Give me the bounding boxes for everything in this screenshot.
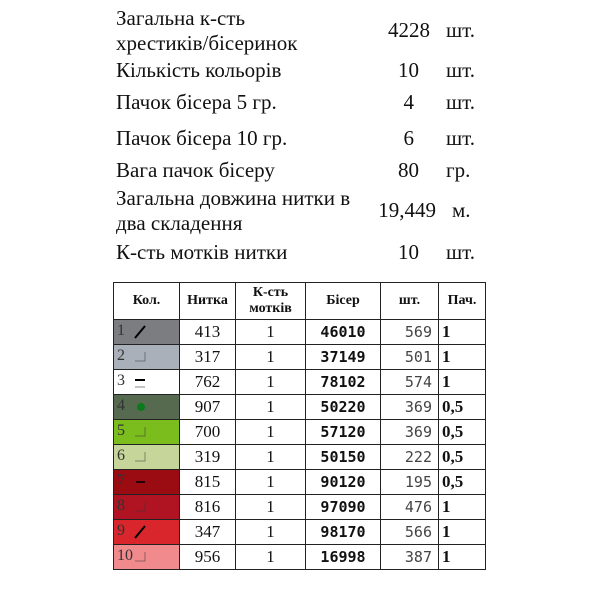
bead-quantity: 222 — [381, 445, 439, 470]
color-index: 3 — [117, 372, 125, 389]
table-row — [114, 445, 486, 470]
table-row — [114, 495, 486, 520]
summary-label: хрестиків/бісеринок — [116, 31, 298, 55]
table-row — [114, 395, 486, 420]
summary-label: Вага пачок бісеру — [116, 158, 275, 182]
color-swatch — [114, 495, 180, 520]
summary-value: 10 — [398, 240, 419, 264]
thread-code: 956 — [180, 545, 236, 570]
color-swatch — [114, 470, 180, 495]
bead-quantity: 369 — [381, 420, 439, 445]
header-skeins-line2: мотків — [249, 301, 292, 316]
skeins-count: 1 — [236, 470, 306, 495]
summary-label: два складення — [116, 211, 243, 235]
summary-unit: шт. — [446, 240, 476, 264]
thread-code: 347 — [180, 520, 236, 545]
bead-code: 37149 — [306, 345, 381, 370]
summary-value: 10 — [398, 58, 419, 82]
corner-symbol-icon — [132, 549, 148, 565]
bead-quantity: 574 — [381, 370, 439, 395]
summary-value: 80 — [398, 158, 419, 182]
bead-quantity: 569 — [381, 320, 439, 345]
bead-quantity: 566 — [381, 520, 439, 545]
skeins-count: 1 — [236, 545, 306, 570]
summary-value: 4228 — [388, 18, 430, 42]
summary-value: 19,449 — [378, 198, 436, 222]
color-index: 7 — [117, 472, 125, 489]
summary-unit: м. — [452, 198, 471, 222]
summary-value: 6 — [403, 126, 414, 150]
bead-code: 78102 — [306, 370, 381, 395]
corner-symbol-icon — [132, 349, 148, 365]
summary-label: Кількість кольорів — [116, 58, 282, 82]
color-swatch — [114, 420, 180, 445]
thread-code: 815 — [180, 470, 236, 495]
color-swatch — [114, 445, 180, 470]
color-index: 6 — [117, 447, 125, 464]
header-thread: Нитка — [180, 283, 236, 320]
bead-quantity: 387 — [381, 545, 439, 570]
color-index: 8 — [117, 497, 125, 514]
color-index: 1 — [117, 322, 125, 339]
color-index: 2 — [117, 347, 125, 364]
summary-value: 4 — [403, 90, 414, 114]
corner-symbol-icon — [132, 499, 148, 515]
bead-code: 16998 — [306, 545, 381, 570]
thread-code: 762 — [180, 370, 236, 395]
thread-code: 317 — [180, 345, 236, 370]
minus-symbol-icon — [132, 474, 148, 490]
bead-code: 98170 — [306, 520, 381, 545]
pack-count: 1 — [439, 345, 486, 370]
slash-symbol-icon — [132, 324, 148, 340]
skeins-count: 1 — [236, 495, 306, 520]
bead-quantity: 501 — [381, 345, 439, 370]
bead-code: 90120 — [306, 470, 381, 495]
color-index: 4 — [117, 397, 125, 414]
skeins-count: 1 — [236, 320, 306, 345]
skeins-count: 1 — [236, 445, 306, 470]
color-swatch — [114, 370, 180, 395]
bead-code: 50150 — [306, 445, 381, 470]
summary-label: Загальна к-сть — [116, 6, 246, 30]
bead-code: 57120 — [306, 420, 381, 445]
summary-label: Загальна довжина нитки в — [116, 186, 351, 210]
header-pack: Пач. — [439, 283, 486, 320]
table-header-row — [114, 283, 486, 320]
color-index: 5 — [117, 422, 125, 439]
header-color: Кол. — [114, 283, 180, 320]
summary-unit: шт. — [446, 58, 476, 82]
pack-count: 1 — [439, 370, 486, 395]
pack-count: 1 — [439, 545, 486, 570]
thread-code: 319 — [180, 445, 236, 470]
pack-count: 0,5 — [439, 470, 486, 495]
color-index: 10 — [117, 547, 133, 564]
pack-count: 1 — [439, 320, 486, 345]
summary-unit: шт. — [446, 18, 476, 42]
bead-quantity: 476 — [381, 495, 439, 520]
pack-count: 1 — [439, 495, 486, 520]
thread-code: 816 — [180, 495, 236, 520]
thread-code: 700 — [180, 420, 236, 445]
color-swatch — [114, 345, 180, 370]
color-index: 9 — [117, 522, 125, 539]
header-bead: Бісер — [306, 283, 381, 320]
dash-symbol-icon — [132, 374, 148, 390]
thread-code: 907 — [180, 395, 236, 420]
pack-count: 0,5 — [439, 420, 486, 445]
color-key-table — [113, 282, 486, 570]
skeins-count: 1 — [236, 395, 306, 420]
table-row — [114, 345, 486, 370]
bead-code: 97090 — [306, 495, 381, 520]
color-swatch — [114, 520, 180, 545]
color-swatch — [114, 320, 180, 345]
summary-unit: гр. — [446, 158, 471, 182]
corner-symbol-icon — [132, 449, 148, 465]
table-row — [114, 320, 486, 345]
table-row — [114, 370, 486, 395]
skeins-count: 1 — [236, 370, 306, 395]
pack-count: 0,5 — [439, 395, 486, 420]
color-swatch — [114, 395, 180, 420]
pack-count: 0,5 — [439, 445, 486, 470]
skeins-count: 1 — [236, 420, 306, 445]
bead-code: 46010 — [306, 320, 381, 345]
skeins-count: 1 — [236, 345, 306, 370]
table-row — [114, 520, 486, 545]
bead-quantity: 195 — [381, 470, 439, 495]
header-skeins — [236, 283, 306, 320]
dot-symbol-icon — [132, 399, 148, 415]
header-qty: шт. — [381, 283, 439, 320]
slash-symbol-icon — [132, 524, 148, 540]
summary-label: Пачок бісера 10 гр. — [116, 126, 288, 150]
pack-count: 1 — [439, 520, 486, 545]
header-skeins-line1: К-сть — [252, 285, 289, 300]
summary-unit: шт. — [446, 90, 476, 114]
corner-symbol-icon — [132, 424, 148, 440]
summary-unit: шт. — [446, 126, 476, 150]
table-row — [114, 545, 486, 570]
skeins-count: 1 — [236, 520, 306, 545]
color-swatch — [114, 545, 180, 570]
bead-quantity: 369 — [381, 395, 439, 420]
summary-label: Пачок бісера 5 гр. — [116, 90, 277, 114]
bead-code: 50220 — [306, 395, 381, 420]
summary-label: К-сть мотків нитки — [116, 240, 288, 264]
thread-code: 413 — [180, 320, 236, 345]
table-row — [114, 420, 486, 445]
table-row — [114, 470, 486, 495]
